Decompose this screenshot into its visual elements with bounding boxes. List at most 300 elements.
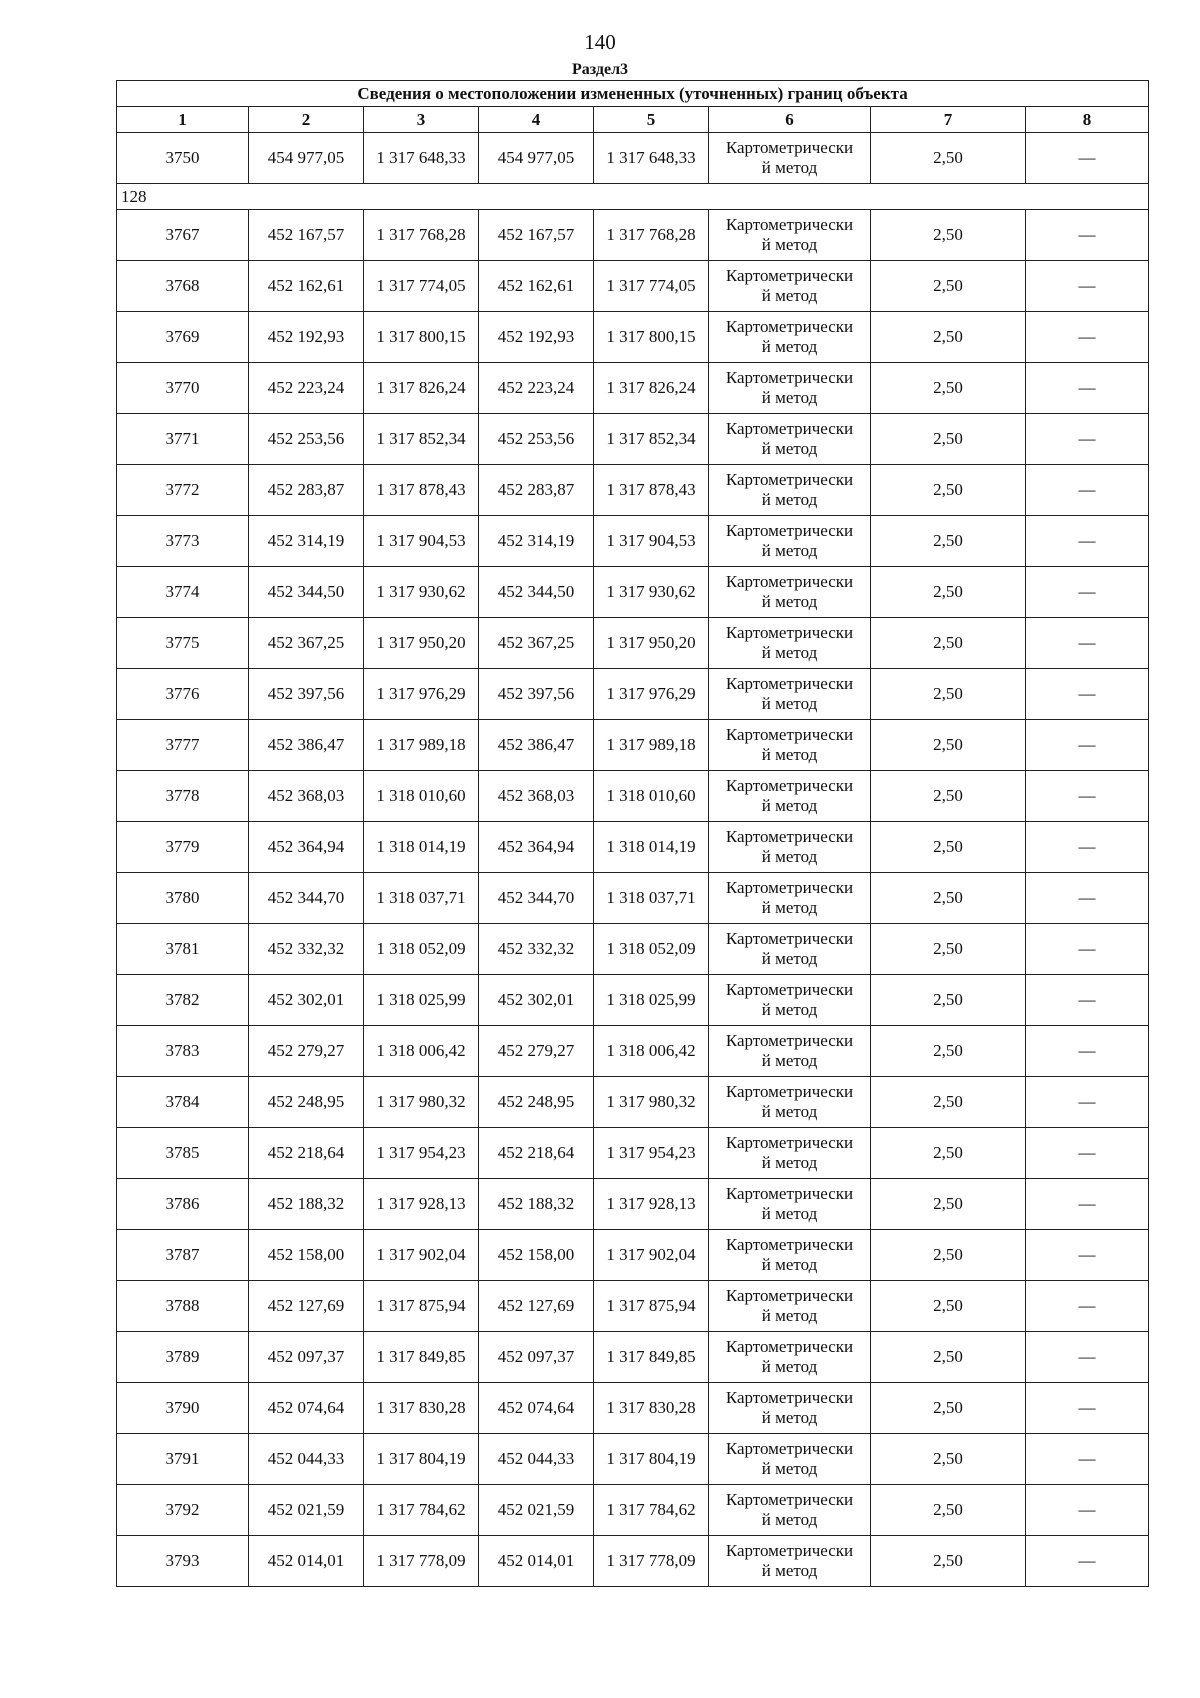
y-existing: 1 317 849,85	[364, 1332, 479, 1383]
method-line1: Картометрически	[725, 215, 854, 234]
accuracy: 2,50	[871, 1128, 1026, 1179]
note: —	[1026, 669, 1149, 720]
table-row	[117, 1485, 1149, 1536]
point-number: 3771	[117, 414, 249, 465]
accuracy: 2,50	[871, 1179, 1026, 1230]
x-existing: 452 279,27	[249, 1026, 364, 1077]
point-number: 3750	[117, 133, 249, 184]
method-line2: й метод	[761, 1561, 818, 1580]
method-line1: Картометрически	[725, 1235, 854, 1254]
column-number-row	[117, 107, 1149, 133]
y-refined: 1 317 774,05	[594, 261, 709, 312]
x-existing: 452 367,25	[249, 618, 364, 669]
point-number: 3787	[117, 1230, 249, 1281]
method-line2: й метод	[761, 1102, 818, 1121]
method-line1: Картометрически	[725, 1133, 854, 1152]
x-refined: 452 188,32	[479, 1179, 594, 1230]
table-row	[117, 1281, 1149, 1332]
accuracy: 2,50	[871, 1485, 1026, 1536]
x-existing: 452 386,47	[249, 720, 364, 771]
point-number: 3779	[117, 822, 249, 873]
method	[709, 1128, 871, 1179]
y-refined: 1 318 014,19	[594, 822, 709, 873]
column-header: 5	[594, 107, 709, 133]
y-existing: 1 317 954,23	[364, 1128, 479, 1179]
point-number: 3789	[117, 1332, 249, 1383]
method	[709, 1332, 871, 1383]
point-number: 3782	[117, 975, 249, 1026]
note: —	[1026, 924, 1149, 975]
method-line1: Картометрически	[725, 623, 854, 642]
x-existing: 452 188,32	[249, 1179, 364, 1230]
x-refined: 452 192,93	[479, 312, 594, 363]
method-line1: Картометрически	[725, 1388, 854, 1407]
x-existing: 452 192,93	[249, 312, 364, 363]
column-header: 2	[249, 107, 364, 133]
method	[709, 414, 871, 465]
y-refined: 1 317 902,04	[594, 1230, 709, 1281]
method-line1: Картометрически	[725, 521, 854, 540]
note: —	[1026, 567, 1149, 618]
method-line2: й метод	[761, 847, 818, 866]
x-refined: 452 283,87	[479, 465, 594, 516]
method	[709, 1536, 871, 1587]
y-refined: 1 317 989,18	[594, 720, 709, 771]
table-row	[117, 1434, 1149, 1485]
point-number: 3778	[117, 771, 249, 822]
method	[709, 771, 871, 822]
x-existing: 452 127,69	[249, 1281, 364, 1332]
accuracy: 2,50	[871, 1026, 1026, 1077]
y-existing: 1 318 037,71	[364, 873, 479, 924]
note: —	[1026, 975, 1149, 1026]
column-header: 7	[871, 107, 1026, 133]
method	[709, 363, 871, 414]
method-line1: Картометрически	[725, 725, 854, 744]
x-existing: 452 364,94	[249, 822, 364, 873]
y-refined: 1 317 954,23	[594, 1128, 709, 1179]
note: —	[1026, 210, 1149, 261]
x-refined: 452 367,25	[479, 618, 594, 669]
point-number: 3777	[117, 720, 249, 771]
y-refined: 1 317 830,28	[594, 1383, 709, 1434]
method	[709, 1179, 871, 1230]
point-number: 3785	[117, 1128, 249, 1179]
y-existing: 1 317 989,18	[364, 720, 479, 771]
method-line1: Картометрически	[725, 827, 854, 846]
method-line1: Картометрически	[725, 317, 854, 336]
point-number: 3791	[117, 1434, 249, 1485]
y-existing: 1 318 052,09	[364, 924, 479, 975]
x-existing: 452 368,03	[249, 771, 364, 822]
method	[709, 822, 871, 873]
y-existing: 1 317 768,28	[364, 210, 479, 261]
x-existing: 452 344,50	[249, 567, 364, 618]
accuracy: 2,50	[871, 1536, 1026, 1587]
method	[709, 516, 871, 567]
table-caption: Сведения о местоположении измененных (уточненных) границ объекта	[117, 81, 1149, 107]
x-refined: 452 218,64	[479, 1128, 594, 1179]
method-line2: й метод	[761, 694, 818, 713]
method-line2: й метод	[761, 1510, 818, 1529]
x-existing: 454 977,05	[249, 133, 364, 184]
table-row	[117, 1077, 1149, 1128]
method-line1: Картометрически	[725, 419, 854, 438]
table-row	[117, 1536, 1149, 1587]
x-existing: 452 253,56	[249, 414, 364, 465]
accuracy: 2,50	[871, 975, 1026, 1026]
boundary-coordinates-table	[116, 80, 1149, 1587]
method-line2: й метод	[761, 388, 818, 407]
x-refined: 452 014,01	[479, 1536, 594, 1587]
x-existing: 452 074,64	[249, 1383, 364, 1434]
note: —	[1026, 1230, 1149, 1281]
method	[709, 1077, 871, 1128]
table-row	[117, 822, 1149, 873]
x-existing: 452 223,24	[249, 363, 364, 414]
y-existing: 1 317 928,13	[364, 1179, 479, 1230]
point-number: 3783	[117, 1026, 249, 1077]
x-refined: 452 044,33	[479, 1434, 594, 1485]
method-line2: й метод	[761, 1408, 818, 1427]
accuracy: 2,50	[871, 210, 1026, 261]
table-row	[117, 720, 1149, 771]
method-line2: й метод	[761, 1000, 818, 1019]
method	[709, 1485, 871, 1536]
point-number: 3780	[117, 873, 249, 924]
point-number: 3769	[117, 312, 249, 363]
y-refined: 1 318 025,99	[594, 975, 709, 1026]
method-line1: Картометрически	[725, 266, 854, 285]
accuracy: 2,50	[871, 261, 1026, 312]
table-row	[117, 414, 1149, 465]
method-line1: Картометрически	[725, 1184, 854, 1203]
column-header: 1	[117, 107, 249, 133]
x-refined: 452 397,56	[479, 669, 594, 720]
y-refined: 1 318 037,71	[594, 873, 709, 924]
method-line2: й метод	[761, 541, 818, 560]
note: —	[1026, 363, 1149, 414]
x-existing: 452 344,70	[249, 873, 364, 924]
y-existing: 1 317 852,34	[364, 414, 479, 465]
accuracy: 2,50	[871, 516, 1026, 567]
y-existing: 1 317 800,15	[364, 312, 479, 363]
note: —	[1026, 1077, 1149, 1128]
y-refined: 1 317 804,19	[594, 1434, 709, 1485]
accuracy: 2,50	[871, 720, 1026, 771]
x-refined: 452 127,69	[479, 1281, 594, 1332]
point-number: 3774	[117, 567, 249, 618]
y-existing: 1 317 826,24	[364, 363, 479, 414]
x-existing: 452 218,64	[249, 1128, 364, 1179]
table-row	[117, 1383, 1149, 1434]
point-number: 3784	[117, 1077, 249, 1128]
x-existing: 452 248,95	[249, 1077, 364, 1128]
note: —	[1026, 1434, 1149, 1485]
method	[709, 1281, 871, 1332]
method-line1: Картометрически	[725, 368, 854, 387]
accuracy: 2,50	[871, 1230, 1026, 1281]
method-line1: Картометрически	[725, 470, 854, 489]
method	[709, 669, 871, 720]
x-existing: 452 332,32	[249, 924, 364, 975]
y-existing: 1 317 875,94	[364, 1281, 479, 1332]
method-line2: й метод	[761, 1204, 818, 1223]
x-refined: 452 364,94	[479, 822, 594, 873]
y-existing: 1 317 778,09	[364, 1536, 479, 1587]
method	[709, 567, 871, 618]
method-line2: й метод	[761, 796, 818, 815]
column-header: 4	[479, 107, 594, 133]
x-refined: 452 279,27	[479, 1026, 594, 1077]
accuracy: 2,50	[871, 1077, 1026, 1128]
column-header: 3	[364, 107, 479, 133]
accuracy: 2,50	[871, 669, 1026, 720]
method-line2: й метод	[761, 1357, 818, 1376]
note: —	[1026, 720, 1149, 771]
y-refined: 1 317 878,43	[594, 465, 709, 516]
y-existing: 1 317 976,29	[364, 669, 479, 720]
method-line2: й метод	[761, 1051, 818, 1070]
note: —	[1026, 414, 1149, 465]
accuracy: 2,50	[871, 312, 1026, 363]
note: —	[1026, 312, 1149, 363]
point-number: 3781	[117, 924, 249, 975]
y-refined: 1 317 826,24	[594, 363, 709, 414]
accuracy: 2,50	[871, 133, 1026, 184]
note: —	[1026, 1128, 1149, 1179]
method	[709, 1026, 871, 1077]
accuracy: 2,50	[871, 567, 1026, 618]
y-refined: 1 317 875,94	[594, 1281, 709, 1332]
y-refined: 1 318 052,09	[594, 924, 709, 975]
method-line2: й метод	[761, 898, 818, 917]
note: —	[1026, 1383, 1149, 1434]
method-line2: й метод	[761, 1153, 818, 1172]
point-number: 3770	[117, 363, 249, 414]
method	[709, 1230, 871, 1281]
method-line1: Картометрически	[725, 980, 854, 999]
y-refined: 1 318 010,60	[594, 771, 709, 822]
note: —	[1026, 618, 1149, 669]
table-row	[117, 133, 1149, 184]
method-line2: й метод	[761, 439, 818, 458]
x-refined: 452 162,61	[479, 261, 594, 312]
table-row	[117, 771, 1149, 822]
method-line2: й метод	[761, 643, 818, 662]
x-existing: 452 283,87	[249, 465, 364, 516]
table-row	[117, 465, 1149, 516]
y-existing: 1 317 904,53	[364, 516, 479, 567]
method-line1: Картометрически	[725, 1031, 854, 1050]
method-line2: й метод	[761, 1459, 818, 1478]
y-existing: 1 317 980,32	[364, 1077, 479, 1128]
x-existing: 452 158,00	[249, 1230, 364, 1281]
method	[709, 210, 871, 261]
method	[709, 312, 871, 363]
method-line2: й метод	[761, 592, 818, 611]
y-existing: 1 317 830,28	[364, 1383, 479, 1434]
table-row	[117, 924, 1149, 975]
note: —	[1026, 465, 1149, 516]
point-number: 3792	[117, 1485, 249, 1536]
table-row	[117, 1179, 1149, 1230]
x-existing: 452 021,59	[249, 1485, 364, 1536]
x-existing: 452 162,61	[249, 261, 364, 312]
method	[709, 975, 871, 1026]
x-existing: 452 167,57	[249, 210, 364, 261]
accuracy: 2,50	[871, 771, 1026, 822]
x-refined: 454 977,05	[479, 133, 594, 184]
method-line2: й метод	[761, 337, 818, 356]
table-row	[117, 669, 1149, 720]
point-number: 3776	[117, 669, 249, 720]
x-existing: 452 014,01	[249, 1536, 364, 1587]
column-header: 6	[709, 107, 871, 133]
table-row	[117, 363, 1149, 414]
accuracy: 2,50	[871, 414, 1026, 465]
table-row	[117, 873, 1149, 924]
method-line2: й метод	[761, 158, 818, 177]
accuracy: 2,50	[871, 1332, 1026, 1383]
y-refined: 1 317 980,32	[594, 1077, 709, 1128]
method-line2: й метод	[761, 949, 818, 968]
method	[709, 618, 871, 669]
method-line1: Картометрически	[725, 878, 854, 897]
y-existing: 1 317 950,20	[364, 618, 479, 669]
method-line2: й метод	[761, 286, 818, 305]
column-header: 8	[1026, 107, 1149, 133]
accuracy: 2,50	[871, 1281, 1026, 1332]
x-existing: 452 302,01	[249, 975, 364, 1026]
method	[709, 261, 871, 312]
y-refined: 1 318 006,42	[594, 1026, 709, 1077]
table-row	[117, 516, 1149, 567]
method-line2: й метод	[761, 235, 818, 254]
y-refined: 1 317 784,62	[594, 1485, 709, 1536]
y-existing: 1 317 774,05	[364, 261, 479, 312]
accuracy: 2,50	[871, 1434, 1026, 1485]
y-refined: 1 317 950,20	[594, 618, 709, 669]
y-refined: 1 317 930,62	[594, 567, 709, 618]
x-existing: 452 097,37	[249, 1332, 364, 1383]
y-existing: 1 318 010,60	[364, 771, 479, 822]
point-number: 3793	[117, 1536, 249, 1587]
accuracy: 2,50	[871, 465, 1026, 516]
accuracy: 2,50	[871, 1383, 1026, 1434]
note: —	[1026, 1026, 1149, 1077]
accuracy: 2,50	[871, 924, 1026, 975]
table-row	[117, 1128, 1149, 1179]
y-existing: 1 317 784,62	[364, 1485, 479, 1536]
method-line1: Картометрически	[725, 1286, 854, 1305]
y-refined: 1 317 904,53	[594, 516, 709, 567]
page-number: 140	[584, 30, 616, 54]
x-existing: 452 044,33	[249, 1434, 364, 1485]
y-refined: 1 317 648,33	[594, 133, 709, 184]
table-row	[117, 312, 1149, 363]
note: —	[1026, 1179, 1149, 1230]
note: —	[1026, 133, 1149, 184]
note: —	[1026, 873, 1149, 924]
method-line2: й метод	[761, 1306, 818, 1325]
accuracy: 2,50	[871, 363, 1026, 414]
method-line1: Картометрически	[725, 1337, 854, 1356]
x-refined: 452 248,95	[479, 1077, 594, 1128]
y-existing: 1 317 930,62	[364, 567, 479, 618]
method-line2: й метод	[761, 1255, 818, 1274]
y-existing: 1 317 804,19	[364, 1434, 479, 1485]
point-number: 3768	[117, 261, 249, 312]
contour-group-row	[117, 184, 1149, 210]
x-refined: 452 302,01	[479, 975, 594, 1026]
method-line1: Картометрически	[725, 1082, 854, 1101]
x-refined: 452 314,19	[479, 516, 594, 567]
y-existing: 1 317 902,04	[364, 1230, 479, 1281]
method	[709, 1383, 871, 1434]
y-existing: 1 317 878,43	[364, 465, 479, 516]
method-line1: Картометрически	[725, 929, 854, 948]
method-line1: Картометрически	[725, 1541, 854, 1560]
accuracy: 2,50	[871, 822, 1026, 873]
note: —	[1026, 771, 1149, 822]
note: —	[1026, 1332, 1149, 1383]
x-refined: 452 074,64	[479, 1383, 594, 1434]
method-line2: й метод	[761, 490, 818, 509]
y-refined: 1 317 849,85	[594, 1332, 709, 1383]
x-refined: 452 344,70	[479, 873, 594, 924]
point-number: 3767	[117, 210, 249, 261]
method-line1: Картометрически	[725, 572, 854, 591]
x-existing: 452 397,56	[249, 669, 364, 720]
x-refined: 452 097,37	[479, 1332, 594, 1383]
table-row	[117, 210, 1149, 261]
table-row	[117, 261, 1149, 312]
method	[709, 465, 871, 516]
y-refined: 1 317 768,28	[594, 210, 709, 261]
method	[709, 1434, 871, 1485]
x-refined: 452 021,59	[479, 1485, 594, 1536]
point-number: 3786	[117, 1179, 249, 1230]
method-line1: Картометрически	[725, 138, 854, 157]
contour-number: 128	[117, 184, 1149, 210]
x-refined: 452 158,00	[479, 1230, 594, 1281]
method-line1: Картометрически	[725, 776, 854, 795]
table-row	[117, 1230, 1149, 1281]
y-existing: 1 318 006,42	[364, 1026, 479, 1077]
x-refined: 452 223,24	[479, 363, 594, 414]
y-refined: 1 317 778,09	[594, 1536, 709, 1587]
point-number: 3788	[117, 1281, 249, 1332]
y-refined: 1 317 800,15	[594, 312, 709, 363]
x-refined: 452 386,47	[479, 720, 594, 771]
x-existing: 452 314,19	[249, 516, 364, 567]
section-title: Раздел3	[571, 61, 629, 78]
method-line1: Картометрически	[725, 1490, 854, 1509]
x-refined: 452 253,56	[479, 414, 594, 465]
method	[709, 924, 871, 975]
y-refined: 1 317 928,13	[594, 1179, 709, 1230]
y-refined: 1 317 852,34	[594, 414, 709, 465]
table-row	[117, 1026, 1149, 1077]
y-existing: 1 318 014,19	[364, 822, 479, 873]
point-number: 3790	[117, 1383, 249, 1434]
method-line2: й метод	[761, 745, 818, 764]
table-row	[117, 567, 1149, 618]
x-refined: 452 368,03	[479, 771, 594, 822]
table-row	[117, 975, 1149, 1026]
note: —	[1026, 516, 1149, 567]
